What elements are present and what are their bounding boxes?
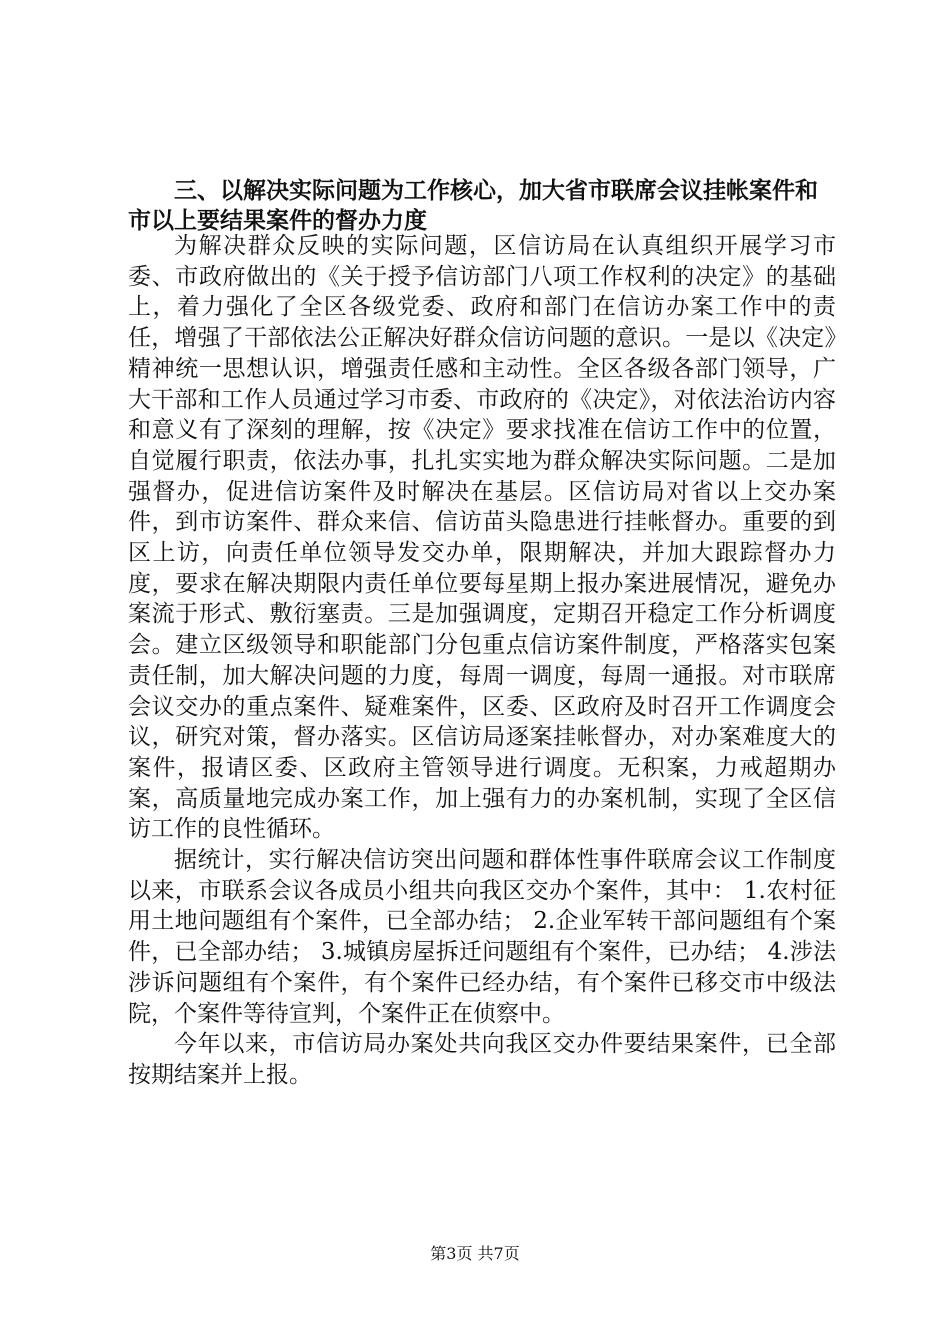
page-footer: 第3页 共7页 bbox=[430, 1244, 520, 1263]
section-heading: 三、以解决实际问题为工作核心，加大省市联席会议挂帐案件和市以上要结果案件的督办力度 bbox=[128, 178, 818, 234]
body-text bbox=[128, 231, 836, 1091]
paragraph-3: 今年以来，市信访局办案处共向我区交办件要结果案件，已全部按期结案并上报。 bbox=[128, 1031, 836, 1088]
paragraph-2: 据统计，实行解决信访突出问题和群体性事件联席会议工作制度以来，市联系会议各成员小组共向我区交办个案件，其中： 1.农村征用土地问题组有个案件，已全部办结； 2.企业军转干部问题组有个案件，已全部办结； 3.城镇房屋拆迁问题组有个案件，已办结； 4.涉法涉诉问题组有个案件，有个案件已经办结，有个案件已移交市中级法院，个案件等待宣判，个案件正在侦察中。 bbox=[128, 847, 836, 1027]
paragraph-1: 为解决群众反映的实际问题，区信访局在认真组织开展学习市委、市政府做出的《关于授予信访部门八项工作权利的决定》的基础上，着力强化了全区各级党委、政府和部门在信访办案工作中的责任，增强了干部依法公正解决好群众信访问题的意识。一是以《决定》精神统一思想认识，增强责任感和主动性。全区各级各部门领导，广大干部和工作人员通过学习市委、市政府的《决定》，对依法治访内容和意义有了深刻的理解，按《决定》要求找准在信访工作中的位置，自觉履行职责，依法办事，扎扎实实地为群众解决实际问题。二是加强督办，促进信访案件及时解决在基层。区信访局对省以上交办案件，到市访案件、群众来信、信访苗头隐患进行挂帐督办。重要的到区上访，向责任单位领导发交办单，限期解决，并加大跟踪督办力度，要求在解决期限内责任单位要每星期上报办案进展情况，避免办案流于形式、敷衍塞责。三是加强调度，定期召开稳定工作分析调度会。建立区级领导和职能部门分包重点信访案件制度，严格落实包案责任制，加大解决问题的力度，每周一调度，每周一通报。对市联席会议交办的重点案件、疑难案件，区委、区政府及时召开工作调度会议，研究对策，督办落实。区信访局逐案挂帐督办，对办案难度大的案件，报请区委、区政府主管领导进行调度。无积案，力戒超期办案，高质量地完成办案工作，加上强有力的办案机制，实现了全区信访工作的良性循环。 bbox=[128, 233, 836, 843]
